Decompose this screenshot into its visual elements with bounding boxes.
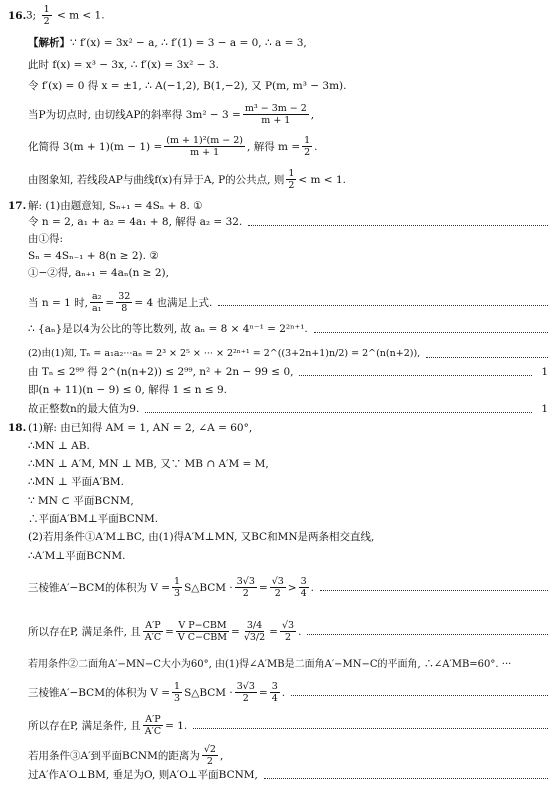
- fraction: $\frac{1}{3}$: [174, 681, 181, 704]
- fraction: $\frac{A'P}{A'C}$: [144, 620, 162, 643]
- p16-answer: 3; $\frac{1}{2}$ < m < 1.: [26, 4, 105, 27]
- p17-line4: Sₙ = 4Sₙ₋₁ + 8(n ≥ 2). ②: [28, 250, 159, 262]
- fraction: $\frac{3√3}{2}$: [236, 681, 255, 704]
- fraction: $\frac{1}{2}$: [288, 168, 295, 191]
- p17-number: 17.: [8, 200, 27, 212]
- p17-line2: 令 n = 2, a₁ + a₂ = 4a₁ + 8, 解得 a₂ = 32.: [0, 215, 554, 229]
- p17-line9: 由 Tₙ ≤ 2⁹⁹ 得 2^(n(n+2)) ≤ 2⁹⁹, n² + 2n − 99 ≤ 0, 1: [28, 366, 548, 378]
- dot-leader: [145, 412, 532, 413]
- p16-line1: 【解析】 ∵ f′(x) = 3x² − a, ∴ f′(1) = 3 − a = 0, ∴ a = 3,: [28, 37, 307, 49]
- p18-line8: ∴A′M⊥平面BCNM.: [28, 550, 126, 562]
- dot-leader: [218, 305, 548, 306]
- p18-line13: 所以存在P, 满足条件, 且 $\frac{A'P}{A'C}$ = 1.: [0, 714, 554, 737]
- fraction: $\frac{√3}{2}$: [281, 620, 295, 643]
- fraction: $\frac{3}{4}$: [300, 576, 307, 599]
- p18-line3: ∴MN ⊥ A′M, MN ⊥ MB, 又∵ MB ∩ A′M = M,: [28, 458, 269, 470]
- dot-leader: [320, 590, 548, 591]
- dot-leader: [307, 634, 548, 635]
- p18-line5: ∵ MN ⊂ 平面BCNM,: [28, 495, 134, 507]
- analysis-tag: 【解析】: [28, 37, 70, 49]
- p16-line6: 由图象知, 若线段AP与曲线f(x)有异于A, P的公共点, 则 $\frac{1}{2}$ < m < 1.: [28, 168, 346, 191]
- p18-line2: ∴MN ⊥ AB.: [28, 440, 90, 452]
- fraction: $\frac{\text{m³ − 3m − 2}}{m + 1}$: [244, 103, 307, 126]
- p16-line5: 化简得 3(m + 1)(m − 1) = $\frac{\text{(m + 1)²(m − 2)}}{m + 1}$ , 解得 m = $\frac{1}{2}$ .: [28, 135, 318, 158]
- fraction: $\frac{3/4}{√3/2}$: [243, 620, 266, 643]
- fraction: $\frac{1}{2}$: [304, 135, 311, 158]
- p18-number: 18.: [8, 422, 27, 434]
- p17-line5: ①−②得, aₙ₊₁ = 4aₙ(n ≥ 2),: [28, 267, 169, 279]
- p17-line7: ∴ {aₙ}是以4为公比的等比数列, 故 aₙ = 8 × 4ⁿ⁻¹ = 2²ⁿ⁺¹.: [0, 322, 554, 336]
- p17-line11: 故正整数n的最大值为9. 1: [28, 403, 548, 415]
- fraction: $\frac{32}{8}$: [118, 291, 131, 314]
- p18-line10: 所以存在P, 满足条件, 且 $\frac{A'P}{A'C}$ = $\frac{\text{V P−CBM}}{\text{V C−CBM}}$ = $\frac{3/4}{√3/2}$ = $\frac{√3}{2}$ .: [0, 620, 554, 643]
- fraction: $\frac{1}{3}$: [174, 576, 181, 599]
- fraction: $\frac{√2}{2}$: [203, 744, 216, 767]
- dot-leader: [314, 332, 548, 333]
- p17-line10: 即(n + 11)(n − 9) ≤ 0, 解得 1 ≤ n ≤ 9.: [28, 384, 227, 396]
- p18-line4: ∴MN ⊥ 平面A′BM.: [28, 476, 124, 488]
- dot-leader: [299, 375, 532, 376]
- dot-leader: [193, 728, 548, 729]
- fraction: $\frac{\text{V P−CBM}}{\text{V C−CBM}}$: [177, 620, 227, 643]
- p16-line4: 当P为切点时, 由切线AP的斜率得 3m² − 3 = $\frac{\text{m³ − 3m − 2}}{m + 1}$ ,: [28, 103, 315, 126]
- score-mark: 1: [541, 403, 548, 415]
- fraction: $\frac{3}{4}$: [271, 681, 278, 704]
- p17-line6: 当 n = 1 时, $\frac{\text{a₂}}{\text{a₁}}$ = $\frac{32}{8}$ = 4 也满足上式.: [0, 291, 554, 314]
- p18-line11: 若用条件②二面角A′−MN−C大小为60°, 由(1)得∠A′MB是二面角A′−MN−C的平面角, ∴∠A′MB=60°. ···: [28, 659, 512, 670]
- fraction: $\frac{A'P}{A'C}$: [144, 714, 162, 737]
- fraction: $\frac{\text{(m + 1)²(m − 2)}}{m + 1}$: [166, 135, 244, 158]
- dot-leader: [291, 695, 548, 696]
- p18-line1: 18. (1)解: 由已知得 AM = 1, AN = 2, ∠A = 60°,: [8, 422, 253, 434]
- dot-leader: [264, 778, 548, 779]
- p16-number: 16.: [8, 9, 27, 22]
- p16-line2: 此时 f(x) = x³ − 3x, ∴ f′(x) = 3x² − 3.: [28, 59, 219, 71]
- p16-line3: 令 f′(x) = 0 得 x = ±1, ∴ A(−1,2), B(1,−2), 又 P(m, m³ − 3m).: [28, 80, 347, 92]
- fraction: $\frac{\text{a₂}}{\text{a₁}}$: [91, 291, 102, 314]
- p18-line9: 三棱锥A′−BCM的体积为 V = $\frac{1}{3}$ S△BCM · $\frac{3√3}{2}$ = $\frac{√3}{2}$ > $\frac{3}{4}$ .: [0, 576, 554, 599]
- score-mark: 1: [541, 366, 548, 378]
- dot-leader: [248, 225, 548, 226]
- p18-line14: 若用条件③A′到平面BCNM的距离为 $\frac{√2}{2}$ ,: [28, 744, 224, 767]
- p17-line3: 由①得:: [28, 233, 64, 245]
- p18-line7: (2)若用条件①A′M⊥BC, 由(1)得A′M⊥MN, 又BC和MN是两条相交直线,: [28, 531, 375, 543]
- p18-line12: 三棱锥A′−BCM的体积为 V = $\frac{1}{3}$ S△BCM · $\frac{3√3}{2}$ = $\frac{3}{4}$ .: [0, 681, 554, 704]
- p18-line15: 过A′作A′O⊥BM, 垂足为O, 则A′O⊥平面BCNM,: [0, 768, 554, 782]
- dot-leader: [426, 357, 548, 358]
- fraction: $\frac{1}{2}$: [43, 4, 50, 27]
- fraction: $\frac{√3}{2}$: [271, 576, 284, 599]
- p16-answer-line: [0, 4, 554, 27]
- p17-line8: (2)由(1)知, Tₙ = a₁a₂···aₙ = 2³ × 2⁵ × ··· × 2²ⁿ⁺¹ = 2^((3+2n+1)n/2) = 2^(n(n+2)),: [0, 347, 554, 361]
- p18-line6: ∴平面A′BM⊥平面BCNM.: [28, 513, 159, 525]
- p17-line1: 17. 解: (1)由题意知, Sₙ₊₁ = 4Sₙ + 8. ①: [8, 200, 203, 212]
- fraction: $\frac{3√3}{2}$: [236, 576, 255, 599]
